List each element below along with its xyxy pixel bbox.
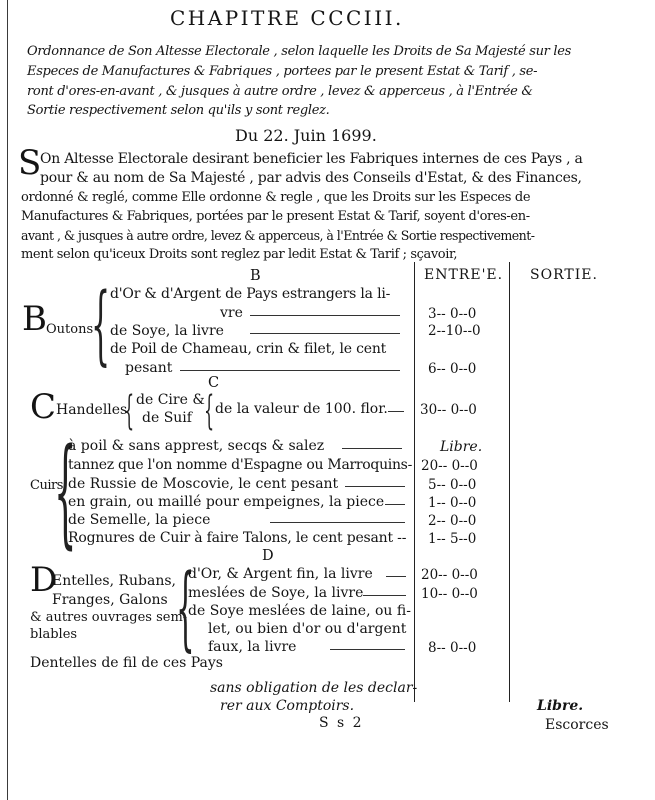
section-letter-d: D (262, 548, 274, 564)
drop-cap: S (18, 143, 42, 183)
cuirs-item-text: tannez que l'on nomme d'Espagne ou Marroquins- (68, 457, 413, 473)
leader-line (250, 315, 400, 316)
ordinance-line: Sortie respectivement selon qu'ils y sont reglez. (27, 103, 330, 118)
chandelles-kind: de Suif (142, 410, 192, 426)
dentelles-item-text: d'Or, & Argent fin, la livre (188, 566, 373, 582)
boutons-item-text: pesant (125, 360, 173, 376)
section-letter-b: B (250, 268, 261, 284)
entree-value: Libre. (537, 698, 584, 714)
leader-line (363, 595, 406, 596)
entree-value: 1-- 5--0 (428, 531, 477, 547)
dentelles-item-text: meslées de Soye, la livre (188, 585, 364, 601)
dentelles-item-text: let, ou bien d'or ou d'argent (208, 621, 407, 637)
leader-line (250, 333, 400, 334)
boutons-brace: { (91, 275, 111, 375)
ordinance-line: Ordonnance de Son Altesse Electorale , selon laquelle les Droits de Sa Majesté sur les (27, 44, 572, 59)
entree-value: 20-- 0--0 (421, 567, 478, 583)
body-line: avant , & jusques à autre ordre, levez & apperceus, à l'Entrée & Sortie respectivement- (21, 228, 535, 243)
signature-mark: S s 2 (319, 715, 364, 731)
entree-value: 20-- 0--0 (421, 458, 478, 474)
dentelles-item-text: faux, la livre (208, 639, 297, 655)
decree-date: Du 22. Juin 1699. (235, 126, 377, 145)
dentelles-brace: { (176, 554, 195, 661)
column-header-entree: ENTRE'E. (424, 267, 504, 283)
leader-line (330, 649, 405, 650)
entree-value: 10-- 0--0 (421, 586, 478, 602)
body-line: Manufactures & Fabriques, portées par le present Estat & Tarif, soyent d'ores-en- (21, 209, 530, 224)
entree-value: 3-- 0--0 (428, 306, 477, 322)
dentelles-fil-note: rer aux Comptoirs. (220, 698, 355, 714)
chandelles-desc: de la valeur de 100. flor. (215, 401, 388, 417)
boutons-item-text: de Poil de Chameau, crin & filet, le cent (110, 341, 387, 357)
entree-value: Libre. (440, 439, 483, 455)
leader-line (342, 448, 402, 449)
body-line: On Altesse Electorale desirant beneficier les Fabriques internes de ces Pays , a (40, 151, 583, 167)
dentelles-item-text: de Soye meslées de laine, ou fi- (188, 603, 411, 619)
dentelles-label-line: & autres ouvrages sem- (30, 610, 188, 625)
chandelles-label: Handelles (56, 402, 128, 418)
chandelles-initial: C (30, 387, 57, 427)
dentelles-initial: D (30, 560, 58, 600)
section-letter-c: C (208, 375, 220, 391)
ordinance-line: ront d'ores-en-avant , & jusques à autre ordre , levez & apperceus , à l'Entrée & (27, 84, 533, 99)
dentelles-label-line: blables (30, 627, 78, 642)
entree-value: 5-- 0--0 (428, 477, 477, 493)
column-header-sortie: SORTIE. (530, 267, 598, 283)
entree-value: 30-- 0--0 (420, 402, 477, 418)
catchword: Escorces (545, 717, 609, 733)
cuirs-item-text: en grain, ou maillé pour empeignes, la piece (68, 494, 385, 510)
boutons-initial: B (22, 299, 47, 339)
chandelles-brace: { (124, 388, 135, 434)
chapter-title: CHAPITRE CCCIII. (170, 6, 404, 30)
column-rule-entree (414, 262, 415, 702)
chandelles-kind: de Cire & (136, 392, 205, 408)
entree-value: 6-- 0--0 (428, 361, 477, 377)
entree-value: 2-- 0--0 (428, 513, 477, 529)
dentelles-fil-note: sans obligation de les declar- (210, 680, 418, 696)
leader-line (270, 522, 405, 523)
dentelles-label-line: Entelles, Rubans, (52, 573, 176, 589)
cuirs-item-text: à poil & sans apprest, secqs & salez (68, 438, 325, 454)
body-line: ment selon qu'iceux Droits sont reglez par ledit Estat & Tarif ; sçavoir, (21, 247, 458, 262)
page-gutter-line (7, 0, 8, 800)
boutons-item-text: d'Or & d'Argent de Pays estrangers la li- (110, 286, 391, 302)
leader-line (388, 411, 404, 412)
cuirs-label: Cuirs (30, 478, 63, 493)
leader-line (386, 576, 406, 577)
boutons-item-text: de Soye, la livre (110, 323, 224, 339)
cuirs-item-text: de Russie de Moscovie, le cent pesant (68, 476, 339, 492)
ordinance-line: Especes de Manufactures & Fabriques , portees par le present Estat & Tarif , se- (27, 64, 538, 79)
entree-value: 2--10--0 (428, 323, 481, 339)
leader-line (345, 486, 405, 487)
cuirs-brace: { (54, 422, 77, 560)
boutons-item-text: vre (220, 305, 243, 321)
entree-value: 1-- 0--0 (428, 495, 477, 511)
column-rule-sortie (509, 262, 510, 702)
chandelles-brace-inner: { (204, 388, 215, 434)
body-line: ordonné & reglé, comme Elle ordonne & regle , que les Droits sur les Especes de (21, 190, 531, 205)
cuirs-item-text: Rognures de Cuir à faire Talons, le cent pesant -- (68, 530, 407, 546)
dentelles-fil-label: Dentelles de fil de ces Pays (30, 655, 223, 671)
boutons-label: Outons (46, 322, 94, 337)
leader-line (385, 504, 405, 505)
entree-value: 8-- 0--0 (428, 640, 477, 656)
cuirs-item-text: de Semelle, la piece (68, 512, 211, 528)
dentelles-label-line: Franges, Galons (52, 592, 168, 608)
leader-line (180, 370, 400, 371)
body-line: pour & au nom de Sa Majesté , par advis des Conseils d'Estat, & des Finances, (40, 170, 582, 186)
